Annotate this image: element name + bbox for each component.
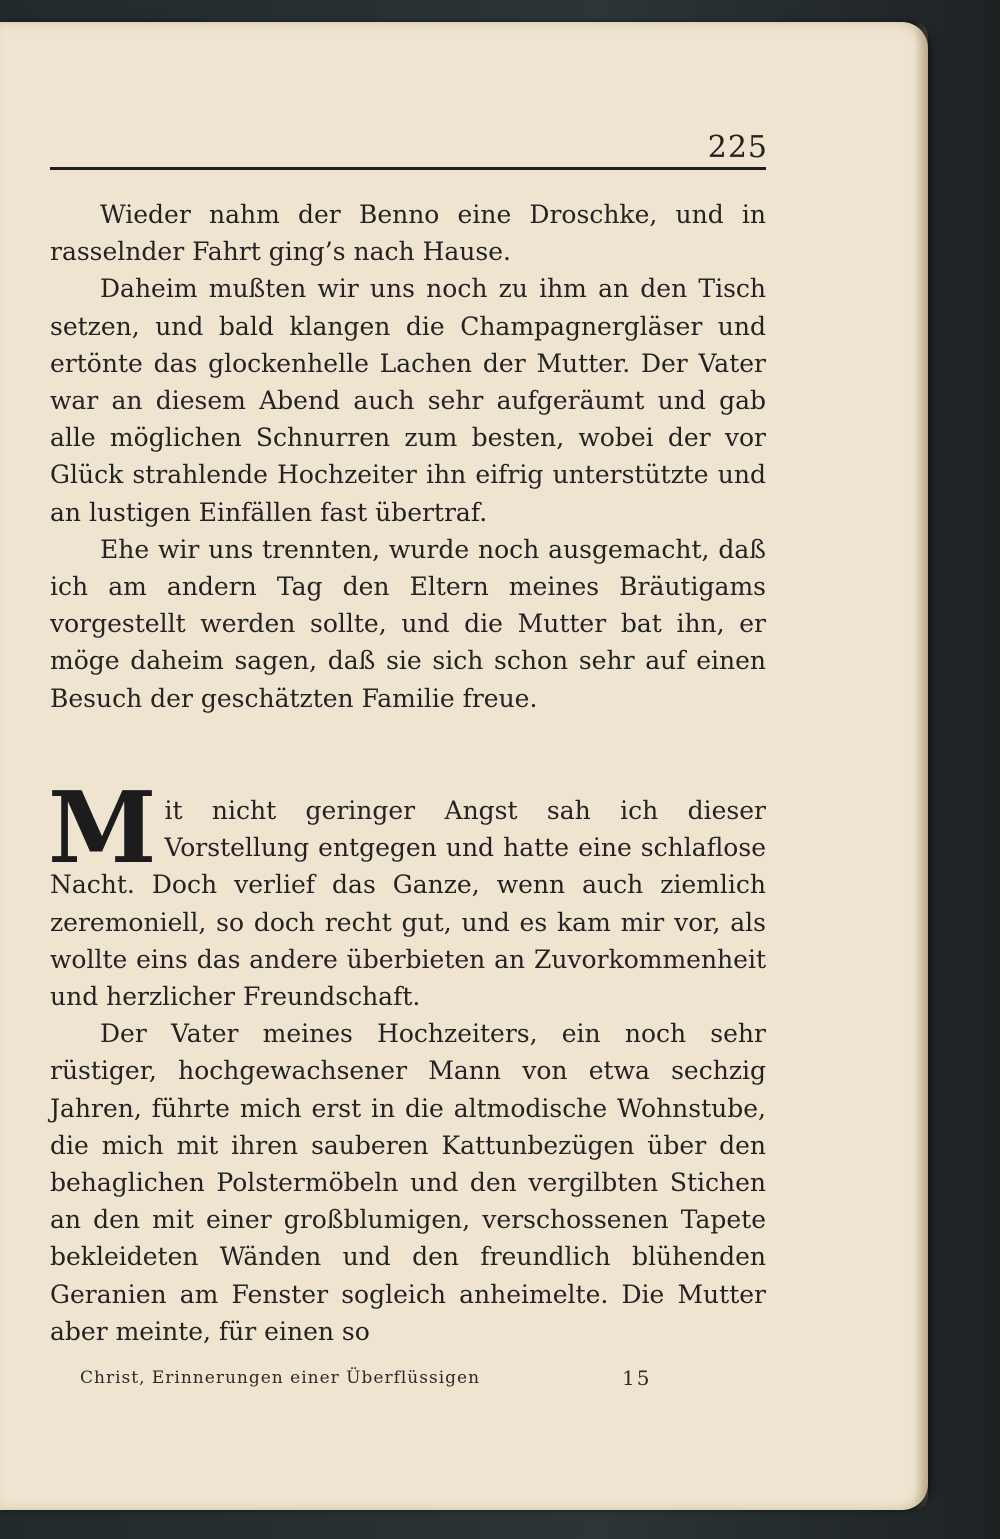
text-block-top <box>50 196 766 717</box>
paragraph: Daheim mußten wir uns noch zu ihm an den Tisch setzen, und bald klangen die Champagnergläser und ertönte das glockenhelle Lachen der Mutter. Der Vater war an diesem Abend auch sehr aufgeräumt und gab alle möglichen Schnurren zum besten, wobei der vor Glück strahlende Hochzeiter ihn eifrig unterstützte und an lustigen Einfällen fast übertraf. <box>50 274 766 527</box>
book-page <box>0 22 928 1510</box>
decorative-initial: M <box>48 771 157 886</box>
footer-signature-number: 15 <box>622 1366 652 1390</box>
page-edge-shadow <box>914 22 928 1510</box>
page-number: 225 <box>707 130 768 165</box>
paragraph-text: it nicht geringer Angst sah ich dieser Vorstellung entgegen und hatte eine schlaflose Nacht. Doch verlief das Ganze, wenn auch ziemlich zeremoniell, so doch recht gut, und es kam mir vor, als wollte eins das andere überbieten an Zuvorkommenheit und herzlicher Freundschaft. <box>50 796 766 1012</box>
paragraph: Der Vater meines Hochzeiters, ein noch sehr rüstiger, hochgewachsener Mann von etwa sechzig Jahren, führte mich erst in die altmodische Wohnstube, die mich mit ihren sauberen Kattunbezügen über den behaglichen Polstermöbeln und den vergilbten Stichen an den mit einer großblumigen, verschossenen Tapete bekleideten Wänden und den freundlich blühenden Geranien am Fenster sogleich anheimelte. Die Mutter aber meinte, für einen so <box>50 1019 766 1346</box>
footer-signature: Christ, Erinnerungen einer Überflüssigen <box>80 1368 481 1388</box>
paragraph: Ehe wir uns trennten, wurde noch ausgemacht, daß ich am andern Tag den Eltern meines Bräutigams vorgestellt werden sollte, und die Mutter bat ihn, er möge daheim sagen, daß sie sich schon sehr auf einen Besuch der geschätzten Familie freue. <box>50 534 766 713</box>
paragraph: Wieder nahm der Benno eine Droschke, und in rasselnder Fahrt ging’s nach Hause. <box>50 200 766 267</box>
text-block-bottom <box>48 771 766 1350</box>
header-rule <box>50 167 766 170</box>
paragraph-with-initial <box>48 771 766 1015</box>
